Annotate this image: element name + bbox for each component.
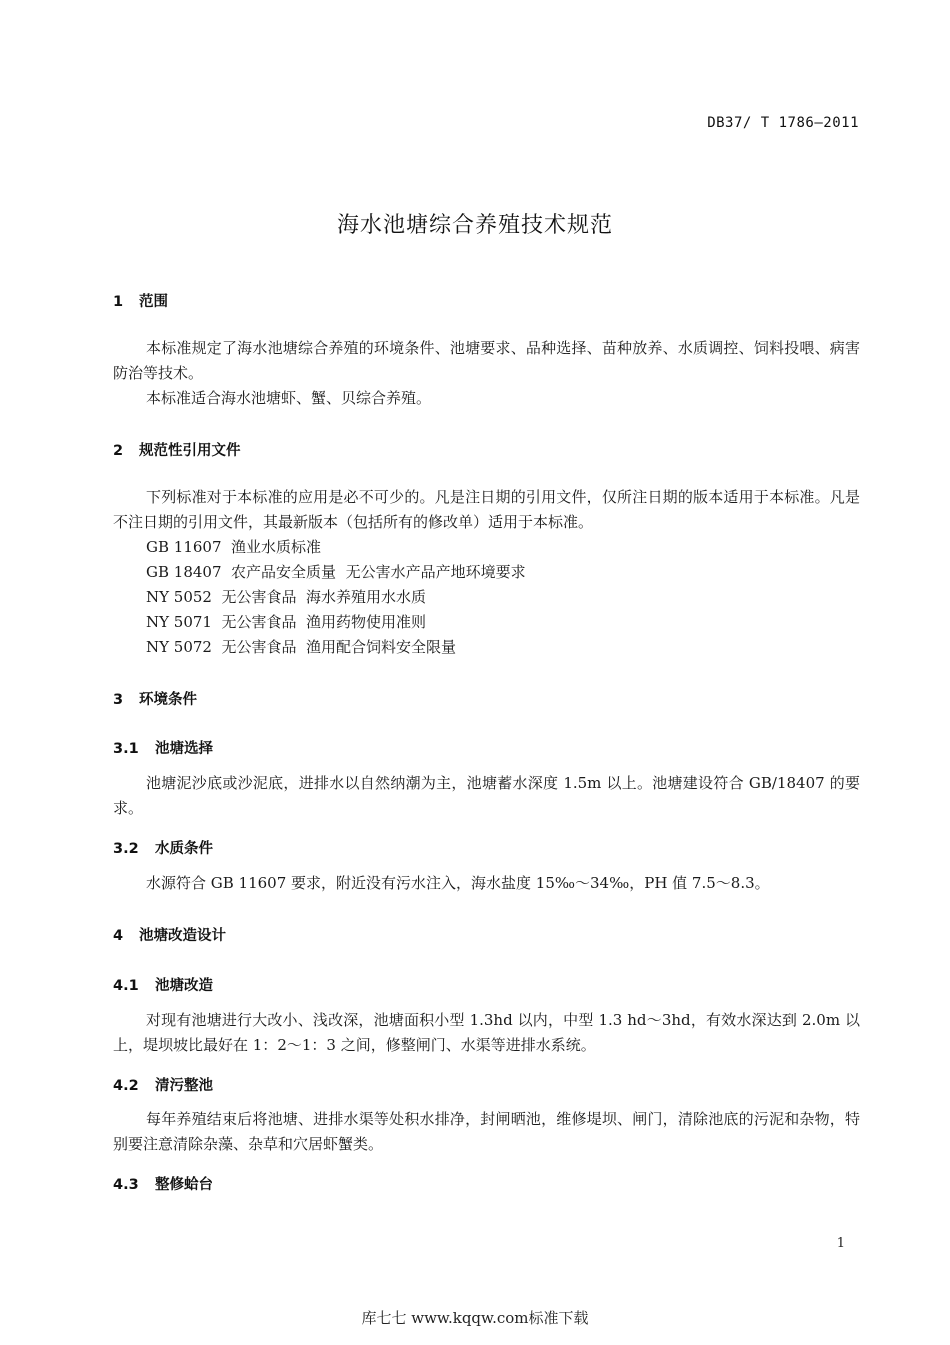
paragraph-normative-refs: 下列标准对于本标准的应用是必不可少的。凡是注日期的引用文件，仅所注日期的版本适用于本标准。凡是不注日期的引用文件，其最新版本（包括所有的修改单）适用于本标准。	[113, 488, 860, 531]
subsection-title: 水质条件	[155, 841, 213, 857]
subsection-title: 池塘改造	[155, 978, 213, 994]
paragraph-pond-selection: 池塘泥沙底或沙泥底，进排水以自然纳潮为主，池塘蓄水深度 1.5m 以上。池塘建设符合 GB/18407 的要求。	[113, 774, 860, 817]
paragraph-scope-2: 本标准适合海水池塘虾、蟹、贝综合养殖。	[146, 389, 432, 407]
footer-watermark-text: 库七七 www.kqqw.com标准下载	[361, 1309, 589, 1327]
subsection-heading-4-1	[113, 974, 213, 995]
section-number: 1	[113, 294, 124, 310]
subsection-title: 整修蛤台	[155, 1177, 213, 1193]
subsection-number: 4.1	[113, 978, 139, 994]
section-number: 3	[113, 692, 124, 708]
section-heading-4	[113, 924, 226, 945]
reference-item: GB 18407 农产品安全质量 无公害水产品产地环境要求	[146, 563, 526, 581]
section-heading-3	[113, 688, 197, 709]
paragraph-scope-1: 本标准规定了海水池塘综合养殖的环境条件、池塘要求、品种选择、苗种放养、水质调控、饲料投喂、病害防治等技术。	[113, 339, 860, 382]
subsection-heading-4-2	[113, 1074, 213, 1095]
subsection-heading-3-2	[113, 837, 213, 858]
section-title: 池塘改造设计	[139, 928, 226, 944]
section-number: 2	[113, 443, 124, 459]
section-title: 环境条件	[139, 692, 197, 708]
reference-item: NY 5052 无公害食品 海水养殖用水水质	[146, 588, 427, 606]
document-title: 海水池塘综合养殖技术规范	[336, 213, 613, 238]
paragraph-pond-cleaning: 每年养殖结束后将池塘、进排水渠等处积水排净，封闸晒池，维修堤坝、闸门，清除池底的污泥和杂物，特别要注意清除杂藻、杂草和穴居虾蟹类。	[113, 1110, 860, 1153]
subsection-number: 3.1	[113, 741, 139, 757]
section-heading-1	[113, 290, 168, 311]
page-number: 1	[836, 1236, 845, 1251]
subsection-title: 清污整池	[155, 1078, 213, 1094]
reference-item: NY 5072 无公害食品 渔用配合饲料安全限量	[146, 638, 457, 656]
section-number: 4	[113, 928, 124, 944]
subsection-number: 4.2	[113, 1078, 139, 1094]
paragraph-water-quality: 水源符合 GB 11607 要求，附近没有污水注入，海水盐度 15‰～34‰，PH 值 7.5～8.3。	[146, 874, 770, 892]
section-heading-2	[113, 439, 241, 460]
reference-item: GB 11607 渔业水质标准	[146, 538, 322, 556]
subsection-title: 池塘选择	[155, 741, 213, 757]
section-title: 规范性引用文件	[139, 443, 241, 459]
section-title: 范围	[139, 294, 168, 310]
reference-item: NY 5071 无公害食品 渔用药物使用准则	[146, 613, 427, 631]
subsection-heading-3-1	[113, 737, 213, 758]
subsection-heading-4-3	[113, 1173, 213, 1194]
subsection-number: 3.2	[113, 841, 139, 857]
paragraph-pond-renovation: 对现有池塘进行大改小、浅改深，池塘面积小型 1.3hd 以内，中型 1.3 hd～3hd，有效水深达到 2.0m 以上，堤坝坡比最好在 1：2～1：3 之间，修整闸门、水渠等进排水系统。	[113, 1011, 860, 1054]
standard-number: DB37/ T 1786—2011	[707, 115, 859, 131]
subsection-number: 4.3	[113, 1177, 139, 1193]
